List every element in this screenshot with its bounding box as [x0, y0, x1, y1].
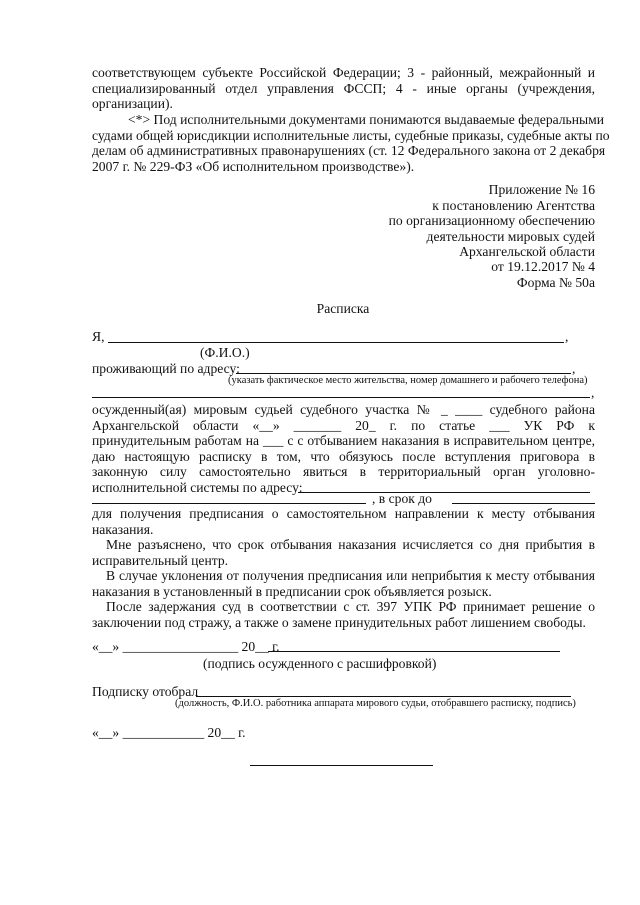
footnote-line: 2007 г. № 229-ФЗ «Об исполнительном производстве»).	[92, 159, 415, 174]
after-detention-line: После задержания суд в соответствии с ст. 397 УПК РФ принимает решение о	[106, 599, 595, 614]
appendix-line: Архангельской области	[459, 244, 595, 259]
conviction-line: законную силу самостоятельно явиться в территориальный орган уголовно-	[92, 464, 595, 479]
taken-label: Подписку отобрал	[92, 684, 199, 699]
top-paragraph-line: специализированный отдел управления ФССП; 4 - иные органы (учреждения,	[92, 81, 595, 96]
document-title: Расписка	[316, 301, 370, 316]
address-field[interactable]	[236, 373, 571, 374]
explained-line: исправительный центр.	[92, 553, 229, 568]
address-field-continued[interactable]	[92, 397, 590, 398]
top-paragraph-line: организации).	[92, 96, 173, 111]
taken-hint: (должность, Ф.И.О. работника аппарата мирового судьи, отобравшего расписку, подпись)	[175, 698, 576, 709]
address-label: проживающий по адресу:	[92, 361, 240, 376]
signature-field[interactable]	[268, 651, 560, 652]
date-field[interactable]: «__» _________________ 20__ г.	[92, 639, 280, 654]
appendix-line: деятельности мировых судей	[426, 229, 595, 244]
conviction-line: Архангельской области «__» _______ 20_ г. по статье ___ УК РФ к	[92, 418, 595, 433]
comma: ,	[572, 361, 576, 376]
appendix-line: к постановлению Агентства	[432, 198, 595, 213]
conviction-line: принудительным работам на ___ с с отбыванием наказания в исправительном центре,	[92, 433, 595, 448]
term-date-field[interactable]	[452, 503, 595, 504]
purpose-line: для получения предписания о самостоятельном направлении к месту отбывания	[92, 506, 595, 521]
comma: ,	[565, 329, 569, 344]
appendix-line: Приложение № 16	[488, 182, 595, 197]
fio-field[interactable]	[108, 342, 564, 343]
footnote-line: <*> Под исполнительными документами понимаются выдаваемые федеральными	[128, 112, 605, 127]
taken-by-field[interactable]	[196, 696, 571, 697]
ya-label: Я,	[92, 329, 105, 344]
signature-hint: (подпись осужденного с расшифровкой)	[203, 656, 437, 671]
evasion-line: наказания в установленный в предписании срок объявляется розыск.	[92, 584, 492, 599]
comma: ,	[591, 385, 595, 400]
term-label: , в срок до	[372, 491, 432, 506]
date-field[interactable]: «__» ____________ 20__ г.	[92, 725, 246, 740]
penal-address-field[interactable]	[298, 492, 590, 493]
conviction-line: исполнительной системы по адресу:	[92, 480, 303, 495]
evasion-line: В случае уклонения от получения предписания или неприбытия к месту отбывания	[106, 568, 595, 583]
appendix-line: от 19.12.2017 № 4	[491, 259, 595, 274]
conviction-line: осужденный(ая) мировым судьей судебного участка № _ ____ судебного района	[92, 402, 595, 417]
purpose-line: наказания.	[92, 522, 154, 537]
top-paragraph-line: соответствующем субъекте Российской Федерации; 3 - районный, межрайонный и	[92, 65, 595, 80]
after-detention-line: заключении под стражу, а также о замене принудительных работ лишением свободы.	[92, 615, 586, 630]
appendix-line: по организационному обеспечению	[388, 213, 595, 228]
footnote-line: судами общей юрисдикции исполнительные листы, судебные приказы, судебные акты по	[92, 128, 610, 143]
conviction-line: даю настоящую расписку в том, что обязуюсь после вступления приговора в	[92, 449, 595, 464]
explained-line: Мне разъяснено, что срок отбывания наказания исчисляется со дня прибытия в	[106, 537, 595, 552]
address-hint: (указать фактическое место жительства, номер домашнего и рабочего телефона)	[228, 375, 588, 386]
penal-address-field-continued[interactable]	[92, 503, 366, 504]
footnote-line: делам об административных правонарушениях (ст. 12 Федерального закона от 2 декабря	[92, 143, 606, 158]
fio-hint: (Ф.И.О.)	[200, 345, 250, 360]
closing-rule	[250, 765, 433, 766]
appendix-line: Форма № 50а	[516, 275, 595, 290]
